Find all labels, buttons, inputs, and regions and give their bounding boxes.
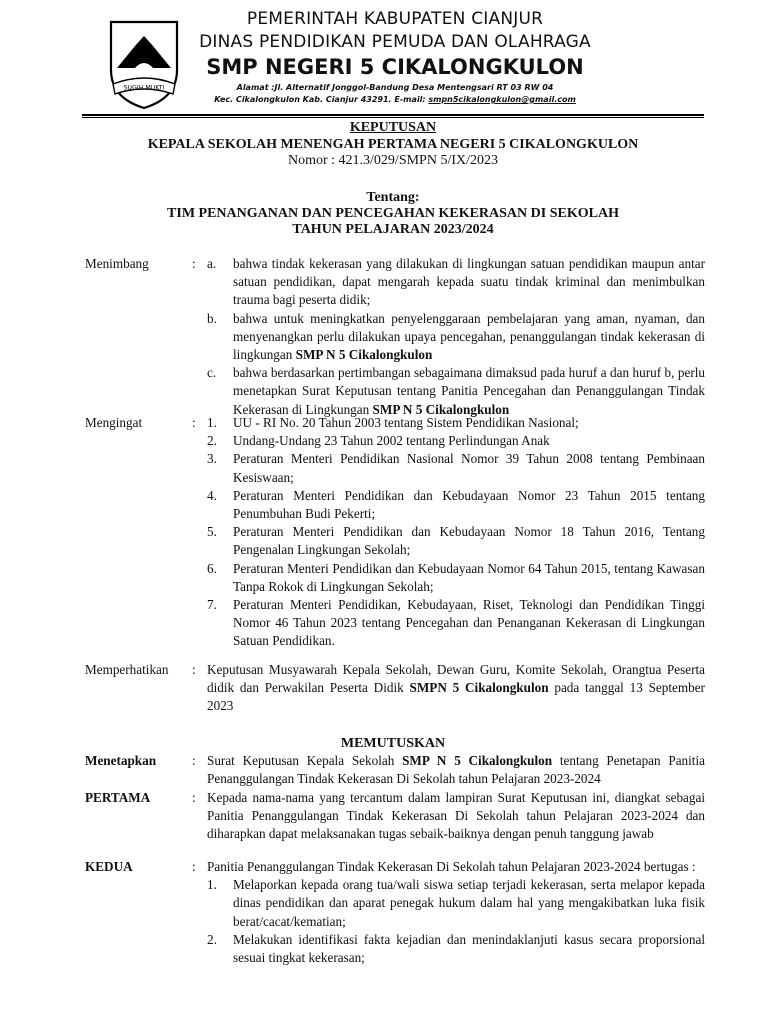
school-name-bold: SMPN 5 Cikalongkulon <box>409 680 549 696</box>
decree-title: KEPUTUSAN <box>349 120 437 135</box>
section-label: KEDUA <box>85 859 133 874</box>
section-text <box>207 661 705 716</box>
item-text: Melakukan identifikasi fakta kejadian dan menindaklanjuti kasus secara proporsional sesuai tingkat kekerasan; <box>233 931 705 966</box>
item-text: Peraturan Menteri Pendidikan dan Kebudayaan Nomor 23 Tahun 2015 tentang Penumbuhan Budi Pekerti; <box>233 487 705 522</box>
section-colon: : <box>192 662 196 677</box>
list-item <box>85 931 705 967</box>
item-marker: 4. <box>207 487 217 503</box>
list-item <box>85 560 705 596</box>
decree-number: Nomor : 421.3/029/SMPN 5/IX/2023 <box>287 153 498 168</box>
letterhead-rule-thin <box>82 117 704 118</box>
item-marker: 2. <box>207 433 217 449</box>
item-text: Peraturan Menteri Pendidikan, Kebudayaan, Riset, Teknologi dan Pendidikan Tinggi Nomor 46 Tahun 2023 tentang Pencegahan dan Penanganan Kekerasan di Lingkungan Satuan Pendidikan. <box>233 597 705 649</box>
section-label: Menimbang <box>85 256 149 271</box>
section-label: PERTAMA <box>85 790 151 805</box>
section-label: Memperhatikan <box>85 662 169 677</box>
item-marker: 7. <box>207 597 217 613</box>
address-line-2-prefix: Kec. Cikalongkulon Kab. Cianjur 43291. E-mail: <box>214 95 429 104</box>
section-kedua <box>85 858 705 967</box>
letterhead-text <box>190 8 600 106</box>
list-item <box>85 450 705 486</box>
text-part: tentang Penetapan Panitia Penanggulangan Tindak Kekerasan Di Sekolah tahun Pelajaran 2023-2024 <box>207 753 705 787</box>
section-label: Menetapkan <box>85 753 157 768</box>
item-marker: a. <box>207 256 217 271</box>
section-menimbang <box>85 255 705 419</box>
section-colon: : <box>192 256 196 271</box>
list-item <box>85 364 705 419</box>
school-name-bold: SMP N 5 Cikalongkulon <box>372 401 510 417</box>
item-text: bahwa untuk meningkatkan penyelenggaraan pembelajaran yang aman, nyaman, dan menyenangkan perlu dilakukan upaya pencegahan, penanggulangan tindak kekerasan di lingkungan <box>233 310 705 363</box>
letterhead-department: DINAS PENDIDIKAN PEMUDA DAN OLAHRAGA <box>199 32 591 52</box>
item-marker: 3. <box>207 451 217 467</box>
list-item <box>85 310 705 365</box>
list-item <box>85 414 705 432</box>
letterhead-government: PEMERINTAH KABUPATEN CIANJUR <box>246 9 544 29</box>
list-item <box>85 432 705 450</box>
letterhead-address <box>190 82 600 106</box>
item-text: UU - RI No. 20 Tahun 2003 tentang Sistem Pendidikan Nasional; <box>233 415 579 430</box>
item-marker: c. <box>207 365 217 381</box>
item-text: Peraturan Menteri Pendidikan Nasional Nomor 39 Tahun 2008 tentang Pembinaan Kesiswaan; <box>233 451 705 485</box>
list-item <box>85 523 705 559</box>
address-line-1: Alamat :Jl. Alternatif Jonggol-Bandung Desa Mentengsari RT 03 RW 04 <box>236 83 554 92</box>
section-label: Mengingat <box>85 415 143 430</box>
text-part: Surat Keputusan Kepala Sekolah <box>207 753 403 768</box>
item-marker: 2. <box>207 931 217 947</box>
item-text: Peraturan Menteri Pendidikan dan Kebudayaan Nomor 64 Tahun 2015, tentang Kawasan Tanpa Rokok di Lingkungan Sekolah; <box>233 560 705 594</box>
subject-line-2: TAHUN PELAJARAN 2023/2024 <box>292 222 494 237</box>
section-memperhatikan <box>85 661 705 716</box>
item-marker: 5. <box>207 524 217 540</box>
item-text: Melaporkan kepada orang tua/wali siswa setiap terjadi kekerasan, serta melapor kepada dinas pendidikan dan aparat penegak hukum dalam hal yang mengakibatkan luka fisik berat/cacat/kematian; <box>233 877 705 929</box>
section-colon: : <box>192 415 196 430</box>
item-marker: b. <box>207 310 217 326</box>
letterhead-school-name: SMP NEGERI 5 CIKALONGKULON <box>206 55 584 79</box>
item-text: Peraturan Menteri Pendidikan dan Kebudayaan Nomor 18 Tahun 2016, Tentang Pengenalan Lingkungan Sekolah; <box>233 524 705 558</box>
decree-title-block <box>82 120 704 170</box>
decree-subject <box>82 190 704 238</box>
item-marker: 1. <box>207 877 217 893</box>
section-text <box>207 752 705 788</box>
section-colon: : <box>192 753 196 768</box>
subject-line-1: TIM PENANGANAN DAN PENCEGAHAN KEKERASAN DI SEKOLAH <box>167 206 619 221</box>
section-colon: : <box>192 790 196 805</box>
item-marker: 6. <box>207 560 217 576</box>
list-item <box>85 876 705 931</box>
logo-motto: SUGIH MUKTI <box>123 84 165 92</box>
section-colon: : <box>192 859 196 874</box>
item-text: bahwa tindak kekerasan yang dilakukan di lingkungan satuan pendidikan maupun antar satuan pendidikan, dapat mengarah kepada suatu tindak kriminal dan menimbulkan trauma bagi peserta didik; <box>233 256 705 308</box>
school-name-bold: SMP N 5 Cikalongkulon <box>402 753 553 768</box>
school-emblem-logo <box>105 18 183 110</box>
item-text: bahwa berdasarkan pertimbangan sebagaimana dimaksud pada huruf a dan huruf b, perlu menetapkan Surat Keputusan tentang Panitia Pencegahan dan Penanggulangan Tindak Kekerasan di Lingkungan <box>233 365 705 417</box>
list-item <box>85 487 705 523</box>
letterhead <box>0 0 768 114</box>
subject-label: Tentang: <box>366 190 420 205</box>
section-text: Kepada nama-nama yang tercantum dalam lampiran Surat Keputusan ini, diangkat sebagai Panitia Penanggulangan Tindak Kekerasan Di Sekolah tahun Pelajaran 2023-2024 dan diharapkan dapat melaksanakan tugas sebaik-baiknya dengan penuh tanggung jawab <box>207 790 705 842</box>
list-item <box>85 255 705 310</box>
email-link[interactable]: smpn5cikalongkulon@gmail.com <box>428 95 576 104</box>
list-item <box>85 596 705 651</box>
item-marker: 1. <box>207 415 217 430</box>
text-part: pada tanggal 13 September 2023 <box>207 680 705 714</box>
school-name-bold: SMP N 5 Cikalongkulon <box>295 347 433 363</box>
decree-issuer: KEPALA SEKOLAH MENENGAH PERTAMA NEGERI 5 CIKALONGKULON <box>147 136 639 152</box>
text-part: Keputusan Musyawarah Kepala Sekolah, Dewan Guru, Komite Sekolah, Orangtua Peserta didik dan Perwakilan Peserta Didik <box>207 662 705 696</box>
item-text: Undang-Undang 23 Tahun 2002 tentang Perlindungan Anak <box>233 433 550 449</box>
section-mengingat <box>85 414 705 651</box>
memutuskan-heading: MEMUTUSKAN <box>340 736 446 751</box>
section-menetapkan <box>85 752 705 788</box>
section-text: Panitia Penanggulangan Tindak Kekerasan Di Sekolah tahun Pelajaran 2023-2024 bertugas : <box>207 859 696 874</box>
letterhead-rule-thick <box>82 114 704 116</box>
section-pertama <box>85 789 705 844</box>
address-line-2 <box>190 94 600 106</box>
